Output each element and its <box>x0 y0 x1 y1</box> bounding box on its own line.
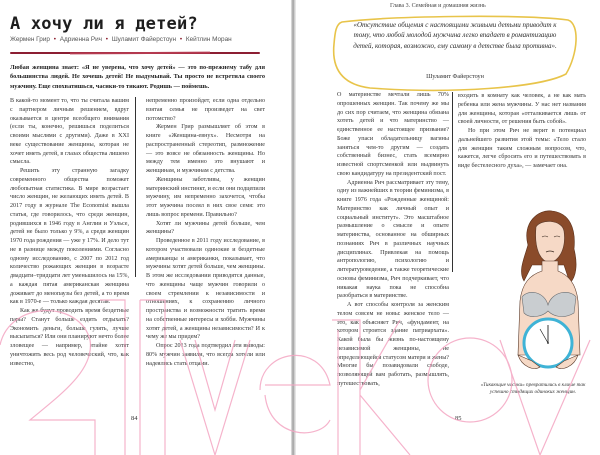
paragraph: Как же будут проводить время бездетные пары? Станут больше ездить отдыхать? Экономить деньги, больше гулять, лучше высыпаться? Или они планируют нечто более зловещее — например, втайне хотят уничтожить весь род человеческий, что, как известно, <box>10 308 129 367</box>
author-name: Адриенна Рич <box>59 36 103 43</box>
author-separator: • <box>53 36 56 43</box>
author-list <box>10 36 232 43</box>
paragraph: Адриенна Рич рассматривает эту тему, одну из важнейших в теории феминизма, в книге 1976 года «Рожденные женщиной: Материнство как личный опыт и социальный институт». Это масштабное размышление о смысле и опыте материнства, основанное на обширных познаниях Рич в различных научных дисциплинах. Привлекая на помощь антропологию, психологию и литературоведение, а также теоретические основы феминизма, Рич подчеркивает, что никакая наука пока не способна разобраться в материнстве. <box>337 179 449 300</box>
title-divider <box>10 52 260 54</box>
page-number-left: 84 <box>131 415 138 422</box>
right-column-2 <box>458 92 586 202</box>
paragraph: О материнстве мечтали лишь 70% опрошенных женщин. Так почему же мы до сих пор считаем, что женщина обязана хотеть детей и что материнство — единственное ее настоящее призвание? Боже упаси обладательницу вагины заняться чем-то другим — создать собственный бизнес, стать всемирно известной спортсменкой или выдвинуть свою кандидатуру на президентский пост. <box>337 92 449 177</box>
lead-paragraph: Любая женщина знает: «Я не уверена, что хочу детей» — это по-прежнему табу для большинства людей. Не хочешь детей! Не выдумывай. Ты просто не встретила своего мужчину. Еще спохватишься, часики-то тикают. Родишь — поймешь. <box>10 64 265 90</box>
author-name: Жермен Грир <box>10 36 50 43</box>
paragraph: Но при этом Рич не верит в потенциал дальнейшего развития этой темы: «Тело стало для женщин таким сложным вопросом, что, кажется, легче сбросить его и путешествовать в виде бестелесного духа», — замечает она. <box>458 128 586 169</box>
author-separator: • <box>105 36 109 43</box>
paragraph: А вот способы контроля за женским телом совсем не новы: женское тело — это, как объясняет Рич, «фундамент, на котором строится здание патриархата». Какой была бы жизнь по-настоящему независимой женщины, не определяющейся статусом матери и жены? Многие бы позавидовали свободе, позволяющей вам работать, размышлять, путешествовать, <box>337 302 449 387</box>
book-gutter <box>291 0 296 455</box>
pull-quote-author: Шуламит Файерстоун <box>426 73 484 80</box>
chapter-section-title: А хочу ли я детей? <box>10 14 198 34</box>
illustration-caption: «Тикающие часики» превратились в клише так успешно стыдящих одиноких женщин. <box>480 382 586 395</box>
pull-quote-text: «Отсутствие общения с настоящими живыми детьми приводит к тому, что любой молодой мужчина легко впадает в романтизацию детей, которая, возможно, ему самому в детстве была противна». <box>353 21 557 50</box>
paragraph: Опрос 2013 года подтвердил эти выводы: 80% мужчин заявили, что всегда хотели или надеялись стать отцами. <box>146 343 265 367</box>
right-column-1 <box>337 91 449 411</box>
column-divider <box>452 92 453 272</box>
paragraph: Проведенное в 2011 году исследование, в котором участвовали одинокие и бездетные американцы и американки, показывает, что мужчины хотят детей больше, чем женщины. В этом же исследовании приводятся данные, что женщины чаще мужчин говорили о своем стремлении к независимости и отношениях, к сохранению личного пространства и возможности тратить время на собственные интересы и хобби. Мужчины хотят детей, а женщины независимости? И к чему же мы придем? <box>146 238 265 341</box>
author-name: Шуламит Файерстоун <box>111 36 177 43</box>
left-page <box>0 0 292 455</box>
left-column-2 <box>146 97 265 397</box>
paragraph: В какой-то момент то, что ты считала вашим с партнером личным решением, вдруг оказывается в центре всеобщего внимания (если ты, конечно, решишься поделиться своими мыслями с другими). Даже в XXI веке существование женщины, которая не хочет иметь детей, в глазах общества лишено смысла. <box>10 98 129 166</box>
paragraph: Решить эту странную загадку современного общества поможет любопытная статистика. В мире возрастает число женщин, не желающих иметь детей. В 2017 году в журнале The Economist вышла статья, где говорилось, что среди женщин, родившихся в 1946 году в Англии и Уэльсе, детей не было только у 9%, а среди женщин 1970 года рождения — уже у 17%. И дело тут не в разнице между поколениями. Согласно одному исследованию, с 2007 по 2012 год количество рожающих женщин в возрасте двадцати–тридцати лет уменьшилось на 15%, а каждая пятая американская женщина доживает до менопаузы без детей, а то время как в 1970-е — только каждая десятая. <box>10 168 129 306</box>
woman-holding-clock-illustration <box>500 205 595 375</box>
subheading: Хотят ли мужчины детей больше, чем женщины? <box>146 220 265 236</box>
column-divider <box>135 97 136 277</box>
paragraph: непременно произойдет, если одна отдельно взятая семья не произведет на свет потомство? <box>146 98 265 122</box>
paragraph: входить в комнату как человек, а не как мать ребенка или жена мужчины. У нас нет названия для женщины, которая «отталкивается лишь от своей личности, от решения быть собой». <box>458 93 586 126</box>
paragraph: Жермен Грир размышляет об этом в книге «Женщина-евнух». Несмотря на распространенный стереотип, размножение — это вовсе не обязанность женщины. Но между тем именно это внушают и женщинам, и мужчинам с детства. <box>146 124 265 174</box>
pull-quote <box>330 14 580 92</box>
paragraph: Женщины заботливы, у женщин материнский инстинкт, и если они подцепили мужчину, им непременно захочется, чтобы этот мужчина посеял в них свое семя: это лишь вопрос времени. Правильно? <box>146 176 265 218</box>
author-separator: • <box>179 36 183 43</box>
running-head: Глава 3. Семейная и домашняя жизнь <box>390 3 486 9</box>
page-number-right: 85 <box>455 415 462 422</box>
left-column-1 <box>10 97 129 397</box>
author-name: Кейтлин Моран <box>185 36 232 43</box>
